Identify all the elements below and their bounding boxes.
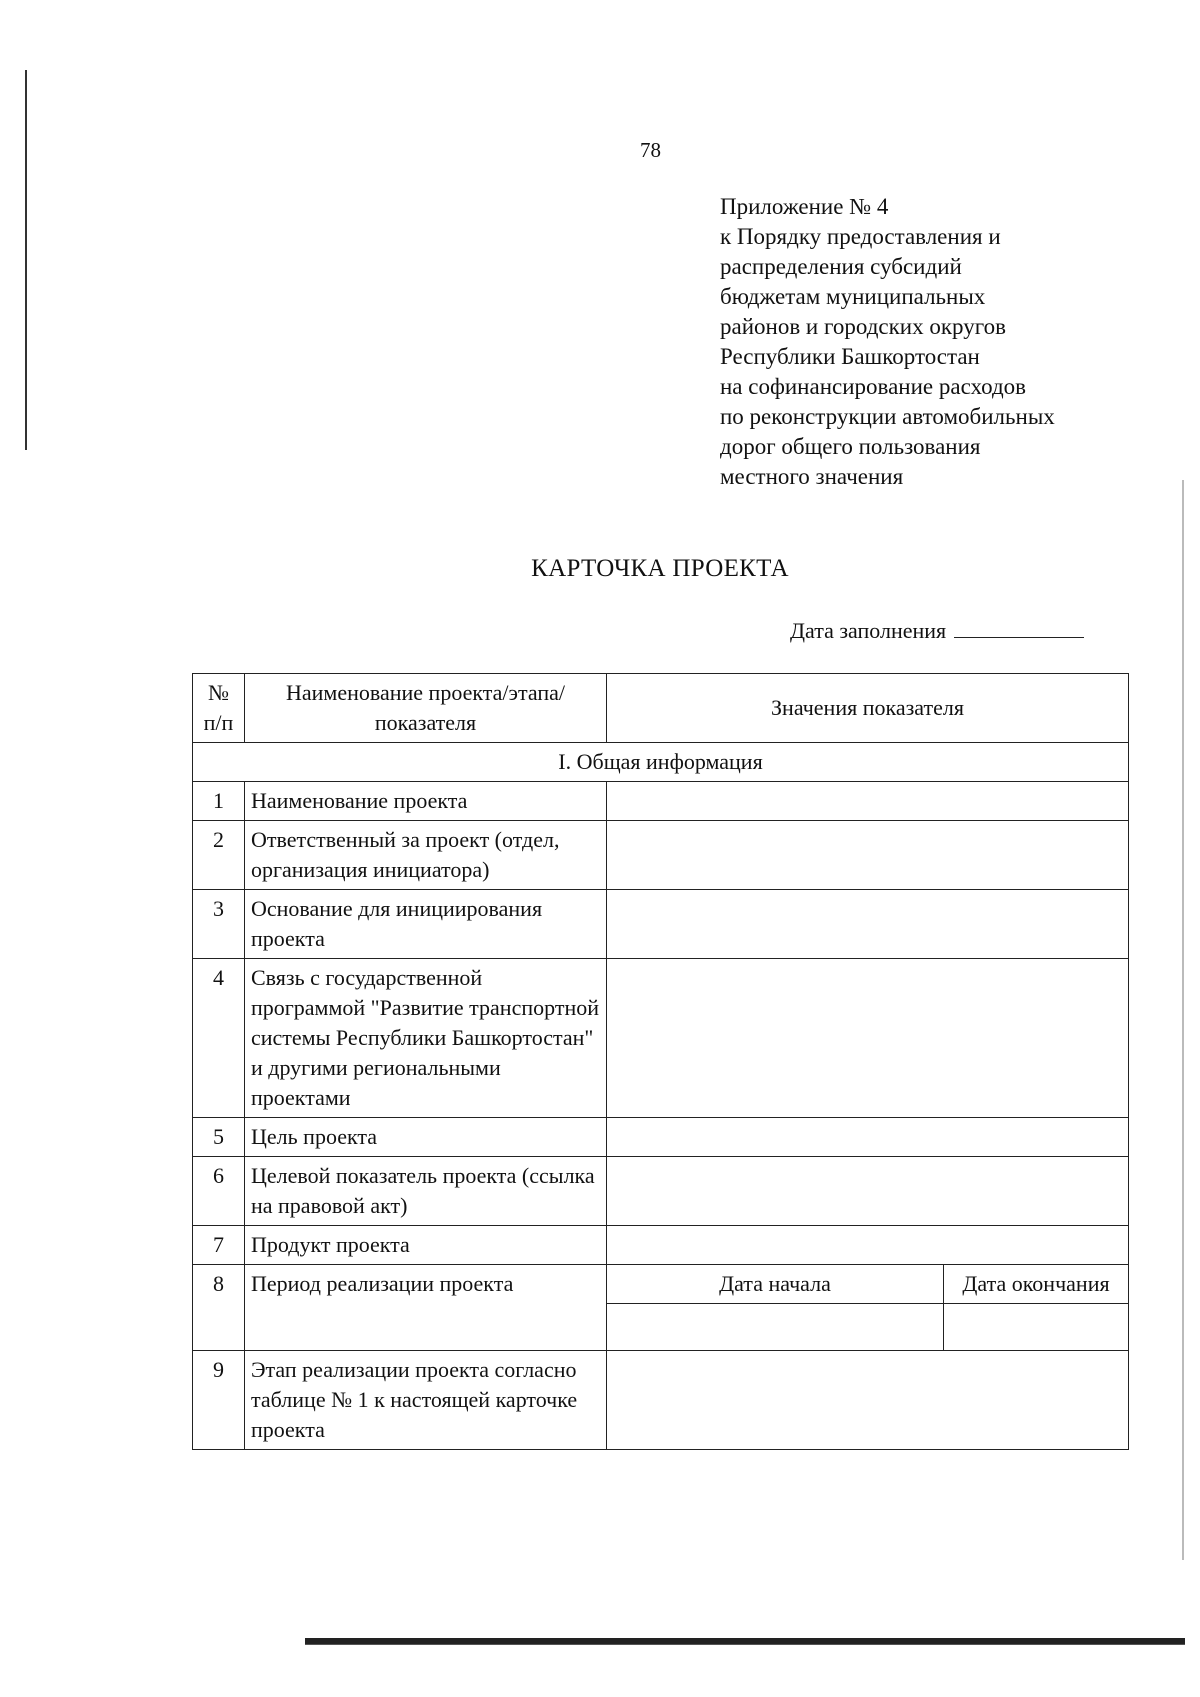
row-name: Период реализации проекта <box>245 1265 607 1351</box>
appendix-line: к Порядку предоставления и <box>720 224 1001 249</box>
table-row <box>193 959 1129 1118</box>
row-num: 7 <box>193 1226 245 1265</box>
scan-margin-line <box>1182 480 1184 1560</box>
header-num: № п/п <box>193 674 245 743</box>
document-title: КАРТОЧКА ПРОЕКТА <box>531 555 789 582</box>
appendix-line: дорог общего пользования <box>720 434 981 459</box>
project-card-table <box>192 673 1129 1450</box>
row-value-cell[interactable] <box>607 1118 1129 1157</box>
row-num: 8 <box>193 1265 245 1351</box>
row-name: Цель проекта <box>245 1118 607 1157</box>
row-value-cell[interactable] <box>607 1351 1129 1450</box>
row-value-cell[interactable] <box>607 1157 1129 1226</box>
row-num: 9 <box>193 1351 245 1450</box>
start-date-header: Дата начала <box>607 1265 944 1304</box>
fill-date-label: Дата заполнения <box>790 618 947 643</box>
row-name: Основание для инициирования проекта <box>245 890 607 959</box>
start-date-cell[interactable] <box>607 1304 944 1351</box>
row-name: Этап реализации проекта согласно таблице № 1 к настоящей карточке проекта <box>245 1351 607 1450</box>
appendix-line: распределения субсидий <box>720 254 962 279</box>
table-row <box>193 1118 1129 1157</box>
appendix-line: по реконструкции автомобильных <box>720 404 1055 429</box>
end-date-header: Дата окончания <box>944 1265 1129 1304</box>
table-row <box>193 821 1129 890</box>
appendix-reference <box>720 192 1055 492</box>
page-number: 78 <box>640 138 661 162</box>
fill-date <box>790 615 1084 644</box>
appendix-line: Приложение № 4 <box>720 194 889 219</box>
row-name: Наименование проекта <box>245 782 607 821</box>
table-row <box>193 1351 1129 1450</box>
fill-date-blank[interactable] <box>954 615 1084 638</box>
section-row <box>193 743 1129 782</box>
row-value-cell[interactable] <box>607 821 1129 890</box>
appendix-line: Республики Башкортостан <box>720 344 980 369</box>
row-value-cell[interactable] <box>607 782 1129 821</box>
row-name: Целевой показатель проекта (ссылка на правовой акт) <box>245 1157 607 1226</box>
appendix-line: местного значения <box>720 464 904 489</box>
table-row <box>193 1265 1129 1304</box>
row-num: 1 <box>193 782 245 821</box>
scan-margin-line <box>25 70 27 450</box>
row-name: Связь с государственной программой "Развитие транспортной системы Республики Башкортостан" и другими региональными проектами <box>245 959 607 1118</box>
table-row <box>193 1226 1129 1265</box>
row-name: Продукт проекта <box>245 1226 607 1265</box>
row-num: 4 <box>193 959 245 1118</box>
row-value-cell[interactable] <box>607 959 1129 1118</box>
bottom-rule <box>305 1644 1185 1645</box>
table-header-row <box>193 674 1129 743</box>
row-value-cell[interactable] <box>607 890 1129 959</box>
row-value-cell[interactable] <box>607 1226 1129 1265</box>
table-row <box>193 1157 1129 1226</box>
table-row <box>193 782 1129 821</box>
row-num: 5 <box>193 1118 245 1157</box>
appendix-line: бюджетам муниципальных <box>720 284 986 309</box>
end-date-cell[interactable] <box>944 1304 1129 1351</box>
header-name: Наименование проекта/этапа/показателя <box>245 674 607 743</box>
appendix-line: на софинансирование расходов <box>720 374 1027 399</box>
row-num: 6 <box>193 1157 245 1226</box>
section-title: I. Общая информация <box>193 743 1129 782</box>
header-value: Значения показателя <box>607 674 1129 743</box>
row-num: 3 <box>193 890 245 959</box>
table-row <box>193 890 1129 959</box>
row-num: 2 <box>193 821 245 890</box>
appendix-line: районов и городских округов <box>720 314 1006 339</box>
row-name: Ответственный за проект (отдел, организация инициатора) <box>245 821 607 890</box>
